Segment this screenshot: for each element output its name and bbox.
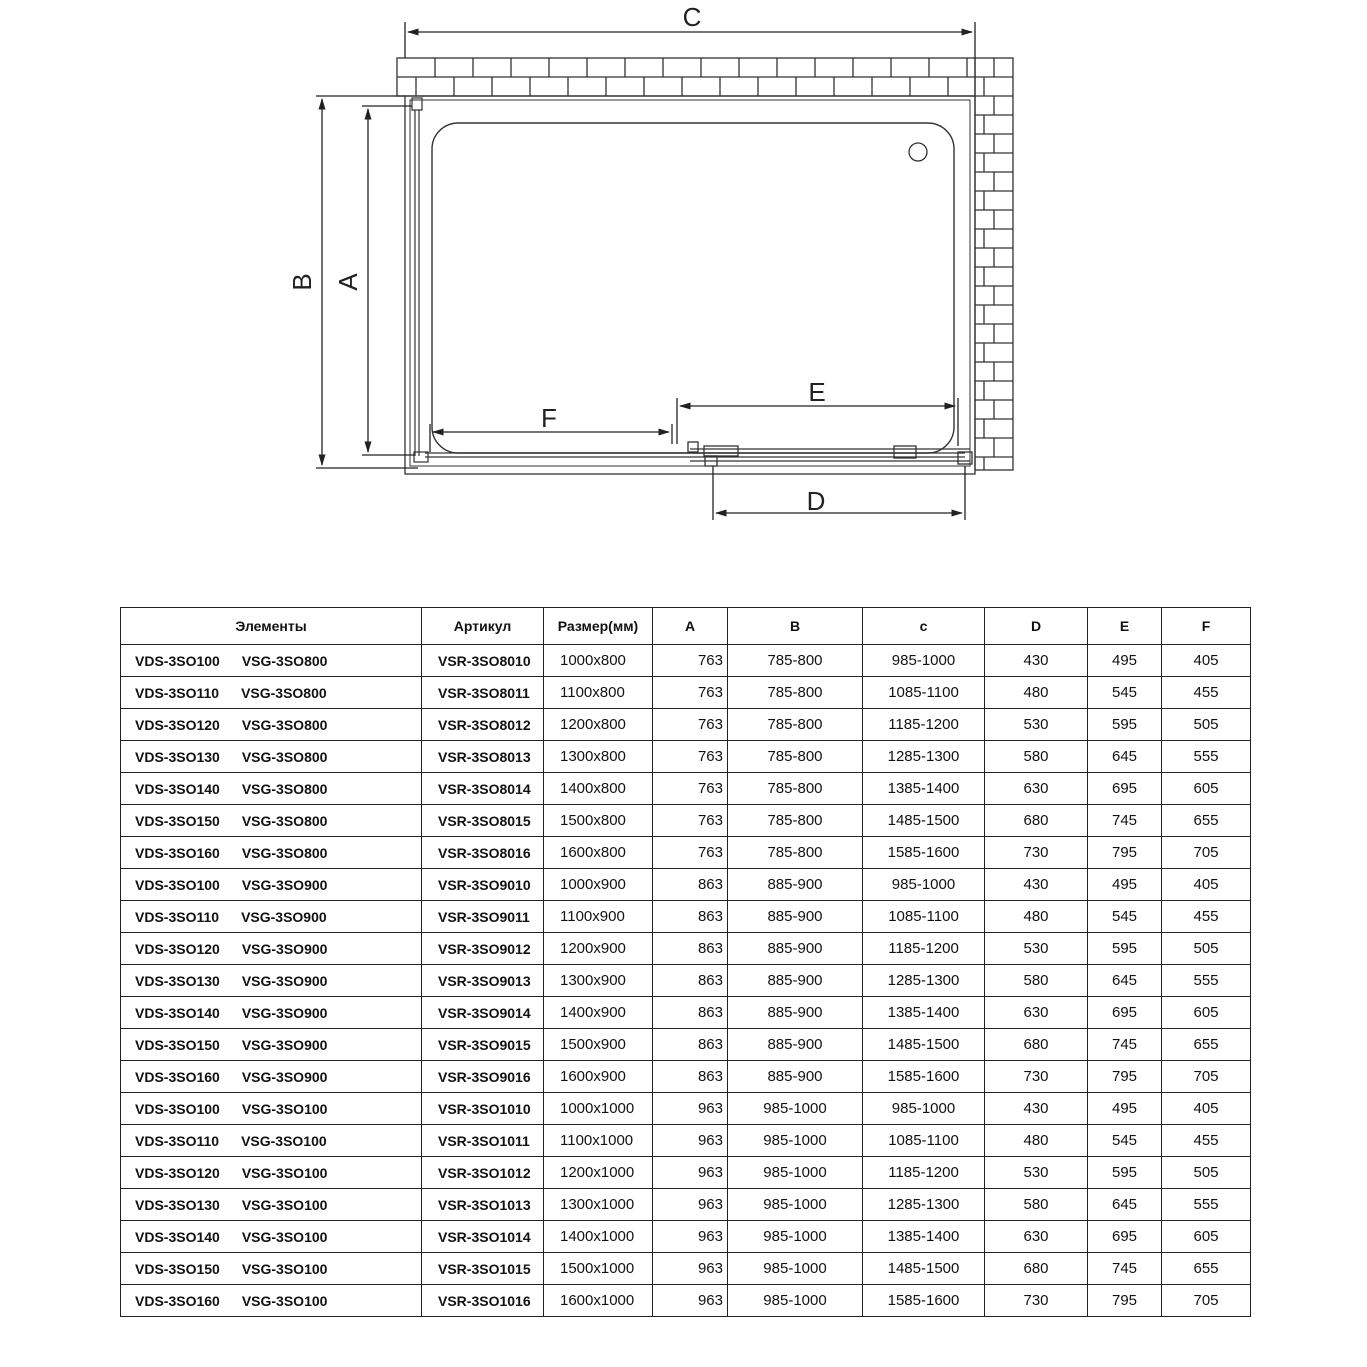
cell-d: 580 bbox=[985, 1189, 1088, 1221]
cell-c: 985-1000 bbox=[863, 645, 985, 677]
cell-a: 963 bbox=[653, 1093, 728, 1125]
table-row bbox=[121, 837, 1251, 869]
cell-c: 1285-1300 bbox=[863, 965, 985, 997]
cell-e: 645 bbox=[1088, 965, 1162, 997]
cell-c: 1585-1600 bbox=[863, 1061, 985, 1093]
table-row bbox=[121, 933, 1251, 965]
cell-c: 1085-1100 bbox=[863, 1125, 985, 1157]
cell-c: 1185-1200 bbox=[863, 933, 985, 965]
cell-d: 430 bbox=[985, 1093, 1088, 1125]
cell-b: 985-1000 bbox=[728, 1125, 863, 1157]
cell-c: 1485-1500 bbox=[863, 805, 985, 837]
cell-b: 785-800 bbox=[728, 741, 863, 773]
cell-f: 605 bbox=[1162, 997, 1251, 1029]
cell-elements bbox=[121, 1125, 422, 1157]
cell-d: 680 bbox=[985, 1029, 1088, 1061]
wall-profile bbox=[412, 98, 428, 462]
cell-e: 595 bbox=[1088, 933, 1162, 965]
cell-e: 695 bbox=[1088, 773, 1162, 805]
cell-size: 1000x900 bbox=[544, 869, 653, 901]
cell-door-element: VDS-3SO100 bbox=[135, 876, 220, 893]
dimension-c-label: C bbox=[682, 2, 702, 32]
cell-article: VSR-3SO1016 bbox=[422, 1285, 544, 1317]
header-article: Артикул bbox=[422, 608, 544, 645]
cell-size: 1400x800 bbox=[544, 773, 653, 805]
table-row bbox=[121, 1157, 1251, 1189]
cell-article: VSR-3SO1012 bbox=[422, 1157, 544, 1189]
cell-elements bbox=[121, 805, 422, 837]
cell-a: 763 bbox=[653, 645, 728, 677]
right-brick-wall bbox=[975, 58, 1013, 470]
cell-b: 785-800 bbox=[728, 677, 863, 709]
cell-glass-element: VSG-3SO100 bbox=[241, 1132, 327, 1149]
cell-a: 863 bbox=[653, 965, 728, 997]
cell-glass-element: VSG-3SO900 bbox=[241, 1068, 328, 1085]
cell-e: 495 bbox=[1088, 645, 1162, 677]
cell-d: 680 bbox=[985, 1253, 1088, 1285]
cell-article: VSR-3SO9014 bbox=[422, 997, 544, 1029]
cell-e: 645 bbox=[1088, 1189, 1162, 1221]
cell-article: VSR-3SO1010 bbox=[422, 1093, 544, 1125]
cell-c: 1185-1200 bbox=[863, 1157, 985, 1189]
cell-size: 1100x1000 bbox=[544, 1125, 653, 1157]
table-header-row bbox=[121, 608, 1251, 645]
header-elements: Элементы bbox=[121, 608, 422, 645]
cell-e: 595 bbox=[1088, 1157, 1162, 1189]
cell-elements bbox=[121, 677, 422, 709]
cell-glass-element: VSG-3SO100 bbox=[241, 1164, 328, 1181]
cell-a: 963 bbox=[653, 1253, 728, 1285]
dimension-a bbox=[362, 106, 414, 455]
cell-b: 885-900 bbox=[728, 1029, 863, 1061]
cell-a: 863 bbox=[653, 1061, 728, 1093]
cell-d: 630 bbox=[985, 773, 1088, 805]
cell-article: VSR-3SO9016 bbox=[422, 1061, 544, 1093]
cell-door-element: VDS-3SO110 bbox=[135, 684, 220, 701]
cell-a: 963 bbox=[653, 1125, 728, 1157]
cell-c: 1285-1300 bbox=[863, 741, 985, 773]
cell-elements bbox=[121, 1093, 422, 1125]
table-row bbox=[121, 645, 1251, 677]
cell-elements bbox=[121, 1253, 422, 1285]
cell-size: 1100x800 bbox=[544, 677, 653, 709]
cell-d: 680 bbox=[985, 805, 1088, 837]
shower-enclosure-plan-drawing bbox=[0, 0, 1367, 600]
cell-door-element: VDS-3SO160 bbox=[135, 1068, 220, 1085]
cell-size: 1300x900 bbox=[544, 965, 653, 997]
cell-a: 763 bbox=[653, 837, 728, 869]
cell-c: 985-1000 bbox=[863, 869, 985, 901]
cell-e: 545 bbox=[1088, 901, 1162, 933]
cell-door-element: VDS-3SO140 bbox=[135, 780, 220, 797]
cell-c: 1085-1100 bbox=[863, 901, 985, 933]
header-e: E bbox=[1088, 608, 1162, 645]
cell-e: 795 bbox=[1088, 837, 1162, 869]
cell-article: VSR-3SO8012 bbox=[422, 709, 544, 741]
cell-e: 495 bbox=[1088, 1093, 1162, 1125]
table-body bbox=[121, 645, 1251, 1317]
cell-b: 785-800 bbox=[728, 709, 863, 741]
cell-elements bbox=[121, 709, 422, 741]
cell-f: 405 bbox=[1162, 1093, 1251, 1125]
cell-door-element: VDS-3SO140 bbox=[135, 1228, 220, 1245]
cell-elements bbox=[121, 1061, 422, 1093]
cell-c: 1585-1600 bbox=[863, 837, 985, 869]
cell-c: 1585-1600 bbox=[863, 1285, 985, 1317]
cell-b: 985-1000 bbox=[728, 1157, 863, 1189]
cell-glass-element: VSG-3SO800 bbox=[241, 812, 328, 829]
cell-a: 963 bbox=[653, 1221, 728, 1253]
cell-size: 1500x900 bbox=[544, 1029, 653, 1061]
cell-c: 1185-1200 bbox=[863, 709, 985, 741]
table-row bbox=[121, 901, 1251, 933]
cell-door-element: VDS-3SO160 bbox=[135, 1292, 220, 1309]
cell-glass-element: VSG-3SO800 bbox=[241, 844, 328, 861]
table-row bbox=[121, 1125, 1251, 1157]
cell-f: 705 bbox=[1162, 1285, 1251, 1317]
cell-f: 605 bbox=[1162, 773, 1251, 805]
cell-f: 705 bbox=[1162, 837, 1251, 869]
cell-size: 1500x800 bbox=[544, 805, 653, 837]
cell-elements bbox=[121, 645, 422, 677]
cell-b: 785-800 bbox=[728, 805, 863, 837]
cell-glass-element: VSG-3SO100 bbox=[241, 1260, 328, 1277]
cell-article: VSR-3SO9015 bbox=[422, 1029, 544, 1061]
cell-c: 1385-1400 bbox=[863, 1221, 985, 1253]
cell-e: 745 bbox=[1088, 805, 1162, 837]
cell-article: VSR-3SO9012 bbox=[422, 933, 544, 965]
cell-d: 730 bbox=[985, 1285, 1088, 1317]
cell-e: 695 bbox=[1088, 997, 1162, 1029]
cell-c: 1285-1300 bbox=[863, 1189, 985, 1221]
cell-d: 480 bbox=[985, 901, 1088, 933]
cell-a: 863 bbox=[653, 933, 728, 965]
cell-c: 1385-1400 bbox=[863, 997, 985, 1029]
cell-glass-element: VSG-3SO900 bbox=[241, 1036, 328, 1053]
cell-door-element: VDS-3SO150 bbox=[135, 1036, 220, 1053]
header-c: c bbox=[863, 608, 985, 645]
cell-door-element: VDS-3SO150 bbox=[135, 812, 220, 829]
cell-f: 555 bbox=[1162, 1189, 1251, 1221]
cell-glass-element: VSG-3SO100 bbox=[241, 1196, 328, 1213]
cell-e: 695 bbox=[1088, 1221, 1162, 1253]
cell-f: 455 bbox=[1162, 677, 1251, 709]
cell-a: 863 bbox=[653, 901, 728, 933]
cell-size: 1300x800 bbox=[544, 741, 653, 773]
dimension-b-label: B bbox=[287, 273, 317, 291]
cell-elements bbox=[121, 741, 422, 773]
cell-size: 1600x900 bbox=[544, 1061, 653, 1093]
cell-e: 795 bbox=[1088, 1285, 1162, 1317]
cell-b: 885-900 bbox=[728, 869, 863, 901]
cell-elements bbox=[121, 965, 422, 997]
cell-f: 555 bbox=[1162, 965, 1251, 997]
cell-d: 430 bbox=[985, 645, 1088, 677]
cell-door-element: VDS-3SO120 bbox=[135, 940, 220, 957]
cell-d: 630 bbox=[985, 1221, 1088, 1253]
cell-e: 495 bbox=[1088, 869, 1162, 901]
table-row bbox=[121, 869, 1251, 901]
cell-e: 545 bbox=[1088, 677, 1162, 709]
cell-d: 530 bbox=[985, 709, 1088, 741]
cell-article: VSR-3SO1014 bbox=[422, 1221, 544, 1253]
cell-article: VSR-3SO8010 bbox=[422, 645, 544, 677]
cell-door-element: VDS-3SO120 bbox=[135, 716, 220, 733]
cell-a: 863 bbox=[653, 1029, 728, 1061]
cell-b: 785-800 bbox=[728, 837, 863, 869]
cell-door-element: VDS-3SO130 bbox=[135, 1196, 220, 1213]
table-row bbox=[121, 773, 1251, 805]
cell-glass-element: VSG-3SO100 bbox=[241, 1292, 328, 1309]
drain-icon bbox=[909, 143, 927, 161]
cell-e: 745 bbox=[1088, 1253, 1162, 1285]
cell-size: 1100x900 bbox=[544, 901, 653, 933]
cell-door-element: VDS-3SO110 bbox=[135, 908, 220, 925]
table-row bbox=[121, 1029, 1251, 1061]
cell-size: 1200x800 bbox=[544, 709, 653, 741]
top-brick-wall bbox=[397, 58, 975, 96]
cell-door-element: VDS-3SO100 bbox=[135, 652, 220, 669]
table-row bbox=[121, 1093, 1251, 1125]
header-f: F bbox=[1162, 608, 1251, 645]
cell-size: 1300x1000 bbox=[544, 1189, 653, 1221]
cell-size: 1000x1000 bbox=[544, 1093, 653, 1125]
cell-a: 763 bbox=[653, 805, 728, 837]
cell-glass-element: VSG-3SO800 bbox=[241, 684, 327, 701]
cell-e: 645 bbox=[1088, 741, 1162, 773]
cell-glass-element: VSG-3SO900 bbox=[241, 972, 328, 989]
cell-door-element: VDS-3SO130 bbox=[135, 748, 220, 765]
cell-a: 963 bbox=[653, 1189, 728, 1221]
dimension-b bbox=[316, 96, 418, 468]
cell-b: 985-1000 bbox=[728, 1189, 863, 1221]
cell-d: 530 bbox=[985, 933, 1088, 965]
cell-b: 885-900 bbox=[728, 901, 863, 933]
cell-article: VSR-3SO1013 bbox=[422, 1189, 544, 1221]
cell-b: 785-800 bbox=[728, 645, 863, 677]
cell-size: 1600x800 bbox=[544, 837, 653, 869]
table-row bbox=[121, 709, 1251, 741]
table-row bbox=[121, 965, 1251, 997]
cell-b: 785-800 bbox=[728, 773, 863, 805]
cell-elements bbox=[121, 933, 422, 965]
cell-size: 1200x1000 bbox=[544, 1157, 653, 1189]
cell-d: 530 bbox=[985, 1157, 1088, 1189]
cell-elements bbox=[121, 997, 422, 1029]
cell-a: 763 bbox=[653, 709, 728, 741]
cell-elements bbox=[121, 1157, 422, 1189]
dimension-a-label: A bbox=[333, 273, 363, 291]
cell-elements bbox=[121, 1189, 422, 1221]
cell-door-element: VDS-3SO120 bbox=[135, 1164, 220, 1181]
cell-c: 1085-1100 bbox=[863, 677, 985, 709]
table-row bbox=[121, 1189, 1251, 1221]
cell-d: 730 bbox=[985, 837, 1088, 869]
cell-glass-element: VSG-3SO100 bbox=[241, 1228, 328, 1245]
cell-a: 763 bbox=[653, 677, 728, 709]
cell-f: 555 bbox=[1162, 741, 1251, 773]
header-d: D bbox=[985, 608, 1088, 645]
cell-glass-element: VSG-3SO800 bbox=[241, 780, 328, 797]
cell-door-element: VDS-3SO110 bbox=[135, 1132, 220, 1149]
cell-elements bbox=[121, 1029, 422, 1061]
shower-tray bbox=[405, 96, 975, 474]
cell-f: 505 bbox=[1162, 933, 1251, 965]
cell-b: 985-1000 bbox=[728, 1285, 863, 1317]
cell-glass-element: VSG-3SO900 bbox=[241, 876, 328, 893]
dimension-d-label: D bbox=[806, 486, 826, 516]
cell-article: VSR-3SO9011 bbox=[422, 901, 544, 933]
cell-glass-element: VSG-3SO800 bbox=[241, 748, 328, 765]
cell-e: 545 bbox=[1088, 1125, 1162, 1157]
cell-d: 580 bbox=[985, 741, 1088, 773]
table-row bbox=[121, 741, 1251, 773]
cell-f: 655 bbox=[1162, 1029, 1251, 1061]
cell-elements bbox=[121, 773, 422, 805]
cell-article: VSR-3SO8013 bbox=[422, 741, 544, 773]
dimension-e-label: E bbox=[808, 377, 826, 407]
cell-door-element: VDS-3SO160 bbox=[135, 844, 220, 861]
cell-f: 505 bbox=[1162, 1157, 1251, 1189]
cell-article: VSR-3SO8014 bbox=[422, 773, 544, 805]
cell-f: 405 bbox=[1162, 869, 1251, 901]
cell-b: 985-1000 bbox=[728, 1221, 863, 1253]
cell-elements bbox=[121, 901, 422, 933]
cell-door-element: VDS-3SO140 bbox=[135, 1004, 220, 1021]
table-row bbox=[121, 1253, 1251, 1285]
cell-size: 1000x800 bbox=[544, 645, 653, 677]
table-row bbox=[121, 1061, 1251, 1093]
header-a: A bbox=[653, 608, 728, 645]
cell-glass-element: VSG-3SO900 bbox=[241, 908, 327, 925]
cell-e: 745 bbox=[1088, 1029, 1162, 1061]
cell-f: 505 bbox=[1162, 709, 1251, 741]
cell-f: 705 bbox=[1162, 1061, 1251, 1093]
cell-e: 795 bbox=[1088, 1061, 1162, 1093]
cell-b: 885-900 bbox=[728, 1061, 863, 1093]
cell-article: VSR-3SO8011 bbox=[422, 677, 544, 709]
cell-e: 595 bbox=[1088, 709, 1162, 741]
cell-a: 963 bbox=[653, 1157, 728, 1189]
cell-b: 885-900 bbox=[728, 965, 863, 997]
header-b: B bbox=[728, 608, 863, 645]
cell-door-element: VDS-3SO100 bbox=[135, 1100, 220, 1117]
cell-article: VSR-3SO8016 bbox=[422, 837, 544, 869]
cell-d: 480 bbox=[985, 677, 1088, 709]
cell-c: 1385-1400 bbox=[863, 773, 985, 805]
cell-d: 730 bbox=[985, 1061, 1088, 1093]
cell-f: 455 bbox=[1162, 1125, 1251, 1157]
cell-d: 430 bbox=[985, 869, 1088, 901]
cell-glass-element: VSG-3SO900 bbox=[241, 940, 328, 957]
cell-size: 1600x1000 bbox=[544, 1285, 653, 1317]
cell-a: 763 bbox=[653, 773, 728, 805]
cell-article: VSR-3SO8015 bbox=[422, 805, 544, 837]
cell-f: 655 bbox=[1162, 1253, 1251, 1285]
cell-elements bbox=[121, 1221, 422, 1253]
cell-glass-element: VSG-3SO800 bbox=[241, 652, 328, 669]
dimension-f-label: F bbox=[541, 403, 557, 433]
cell-f: 455 bbox=[1162, 901, 1251, 933]
cell-a: 863 bbox=[653, 997, 728, 1029]
cell-f: 605 bbox=[1162, 1221, 1251, 1253]
cell-a: 963 bbox=[653, 1285, 728, 1317]
cell-size: 1400x1000 bbox=[544, 1221, 653, 1253]
header-size: Размер(мм) bbox=[544, 608, 653, 645]
table-row bbox=[121, 805, 1251, 837]
table-row bbox=[121, 997, 1251, 1029]
cell-d: 480 bbox=[985, 1125, 1088, 1157]
cell-b: 885-900 bbox=[728, 933, 863, 965]
cell-b: 985-1000 bbox=[728, 1253, 863, 1285]
cell-glass-element: VSG-3SO800 bbox=[241, 716, 328, 733]
cell-size: 1500x1000 bbox=[544, 1253, 653, 1285]
cell-article: VSR-3SO1015 bbox=[422, 1253, 544, 1285]
cell-elements bbox=[121, 869, 422, 901]
cell-glass-element: VSG-3SO900 bbox=[241, 1004, 328, 1021]
cell-f: 405 bbox=[1162, 645, 1251, 677]
cell-f: 655 bbox=[1162, 805, 1251, 837]
cell-c: 1485-1500 bbox=[863, 1253, 985, 1285]
cell-door-element: VDS-3SO150 bbox=[135, 1260, 220, 1277]
cell-a: 763 bbox=[653, 741, 728, 773]
cell-b: 885-900 bbox=[728, 997, 863, 1029]
cell-article: VSR-3SO9010 bbox=[422, 869, 544, 901]
cell-glass-element: VSG-3SO100 bbox=[241, 1100, 328, 1117]
specification-table bbox=[120, 607, 1251, 1317]
cell-d: 630 bbox=[985, 997, 1088, 1029]
cell-elements bbox=[121, 837, 422, 869]
table-row bbox=[121, 1285, 1251, 1317]
cell-elements bbox=[121, 1285, 422, 1317]
sliding-door-glass bbox=[425, 442, 972, 466]
table-row bbox=[121, 1221, 1251, 1253]
cell-d: 580 bbox=[985, 965, 1088, 997]
table-row bbox=[121, 677, 1251, 709]
cell-c: 985-1000 bbox=[863, 1093, 985, 1125]
cell-article: VSR-3SO1011 bbox=[422, 1125, 544, 1157]
cell-door-element: VDS-3SO130 bbox=[135, 972, 220, 989]
cell-size: 1400x900 bbox=[544, 997, 653, 1029]
cell-size: 1200x900 bbox=[544, 933, 653, 965]
cell-a: 863 bbox=[653, 869, 728, 901]
cell-article: VSR-3SO9013 bbox=[422, 965, 544, 997]
cell-b: 985-1000 bbox=[728, 1093, 863, 1125]
cell-c: 1485-1500 bbox=[863, 1029, 985, 1061]
